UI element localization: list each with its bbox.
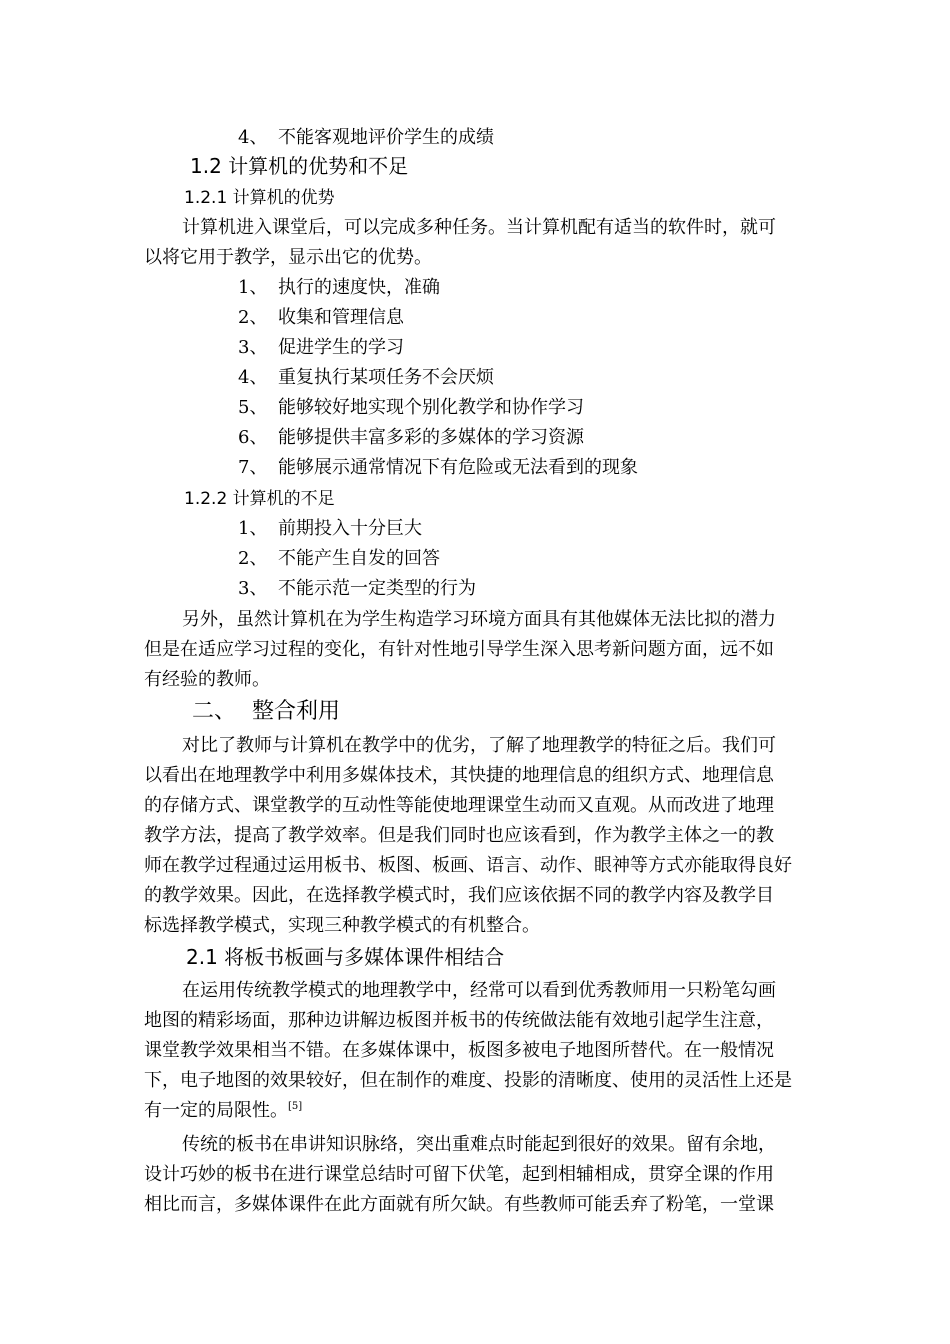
section-heading-1-2: 1.2 计算机的优势和不足 [190, 154, 409, 178]
paragraph-line: 以看出在地理教学中利用多媒体技术，其快捷的地理信息的组织方式、地理信息 [144, 765, 774, 786]
list-item [238, 126, 494, 150]
paragraph-line: 标选择教学模式，实现三种教学模式的有机整合。 [144, 915, 540, 936]
list-item [238, 547, 440, 571]
list-text: 不能产生自发的回答 [278, 548, 440, 569]
list-item [238, 276, 440, 300]
list-item [238, 517, 422, 541]
subsection-heading-1-2-2: 1.2.2 计算机的不足 [184, 489, 335, 509]
list-item [238, 336, 404, 360]
paragraph-line: 以将它用于教学，显示出它的优势。 [144, 247, 432, 268]
list-item [238, 426, 584, 450]
paragraph-line: 设计巧妙的板书在进行课堂总结时可留下伏笔，起到相辅相成，贯穿全课的作用 [144, 1164, 774, 1185]
paragraph-line: 地图的精彩场面，那种边讲解边板图并板书的传统做法能有效地引起学生注意， [144, 1010, 774, 1031]
paragraph-line: 的教学效果。因此，在选择教学模式时，我们应该依据不同的教学内容及教学目 [144, 885, 774, 906]
chapter-heading-2 [192, 698, 340, 726]
paragraph-line: 另外，虽然计算机在为学生构造学习环境方面具有其他媒体无法比拟的潜力 [182, 609, 776, 630]
list-text: 能够提供丰富多彩的多媒体的学习资源 [278, 427, 584, 448]
list-item [238, 366, 494, 390]
list-item [238, 396, 584, 420]
list-number: 1、 [238, 518, 268, 539]
paragraph-line: 但是在适应学习过程的变化，有针对性地引导学生深入思考新问题方面，远不如 [144, 639, 774, 660]
list-text: 不能客观地评价学生的成绩 [278, 127, 494, 148]
paragraph-line: 有经验的教师。 [144, 669, 270, 690]
list-number: 2、 [238, 548, 268, 569]
list-text: 能够展示通常情况下有危险或无法看到的现象 [278, 457, 638, 478]
list-number: 4、 [238, 127, 268, 148]
paragraph-line: 下，电子地图的效果较好，但在制作的难度、投影的清晰度、使用的灵活性上还是 [144, 1070, 792, 1091]
paragraph-line: 师在教学过程通过运用板书、板图、板画、语言、动作、眼神等方式亦能取得良好 [144, 855, 792, 876]
chapter-number: 二、 [192, 699, 237, 724]
paragraph-text: 有一定的局限性。 [144, 1100, 288, 1121]
list-text: 执行的速度快，准确 [278, 277, 440, 298]
paragraph-line: 的存储方式、课堂教学的互动性等能使地理课堂生动而又直观。从而改进了地理 [144, 795, 774, 816]
paragraph-line: 课堂教学效果相当不错。在多媒体课中，板图多被电子地图所替代。在一般情况 [144, 1040, 774, 1061]
list-number: 3、 [238, 578, 268, 599]
paragraph-line: 教学方法，提高了教学效率。但是我们同时也应该看到，作为教学主体之一的教 [144, 825, 774, 846]
list-text: 促进学生的学习 [278, 337, 404, 358]
list-item [238, 306, 404, 330]
paragraph-line: 计算机进入课堂后，可以完成多种任务。当计算机配有适当的软件时，就可 [182, 217, 776, 238]
list-item [238, 456, 638, 480]
citation-reference[interactable]: [5] [288, 1101, 303, 1112]
list-number: 1、 [238, 277, 268, 298]
paragraph-line: 在运用传统教学模式的地理教学中，经常可以看到优秀教师用一只粉笔勾画 [182, 980, 776, 1001]
paragraph-line: 传统的板书在串讲知识脉络，突出重难点时能起到很好的效果。留有余地， [182, 1134, 776, 1155]
paragraph-line: 相比而言，多媒体课件在此方面就有所欠缺。有些教师可能丢弃了粉笔，一堂课 [144, 1194, 774, 1215]
list-text: 能够较好地实现个别化教学和协作学习 [278, 397, 584, 418]
section-heading-2-1: 2.1 将板书板画与多媒体课件相结合 [186, 945, 505, 969]
list-text: 前期投入十分巨大 [278, 518, 422, 539]
list-number: 6、 [238, 427, 268, 448]
list-number: 3、 [238, 337, 268, 358]
list-number: 4、 [238, 367, 268, 388]
list-number: 5、 [238, 397, 268, 418]
subsection-heading-1-2-1: 1.2.1 计算机的优势 [184, 188, 335, 208]
list-number: 7、 [238, 457, 268, 478]
paragraph-line: 对比了教师与计算机在教学中的优劣，了解了地理教学的特征之后。我们可 [182, 735, 776, 756]
chapter-title: 整合利用 [252, 699, 341, 724]
list-text: 收集和管理信息 [278, 307, 404, 328]
list-text: 重复执行某项任务不会厌烦 [278, 367, 494, 388]
paragraph-line [144, 1099, 808, 1123]
list-number: 2、 [238, 307, 268, 328]
list-item [238, 577, 476, 601]
list-text: 不能示范一定类型的行为 [278, 578, 476, 599]
